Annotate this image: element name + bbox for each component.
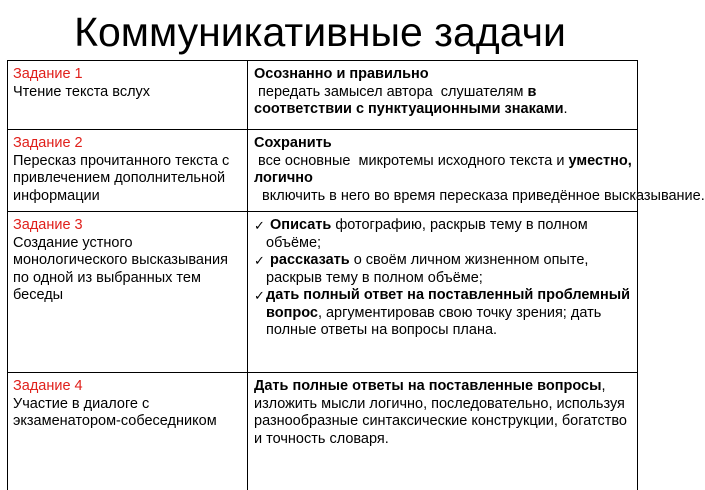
task-2-desc-seg: включить в него во время пересказа приведённое высказывание. [254, 188, 705, 204]
task-row-2 [8, 130, 638, 212]
task-1-desc-seg: . [564, 101, 568, 117]
task-3-label: Задание 3 [13, 217, 242, 235]
task-1-description [248, 61, 638, 130]
task-3-bullet-2 [254, 252, 632, 287]
task-3-bullet-1 [254, 217, 632, 252]
task-row-1 [8, 61, 638, 130]
task-4-desc-seg: , изложить мысли логично, последовательно, используя разнообразные синтаксические конструкции, богатство и точность словаря. [254, 378, 627, 447]
check-icon: ✓ [254, 217, 265, 235]
task-1-name: Чтение текста вслух [13, 84, 242, 102]
bullet-seg: дать полный ответ на поставленный проблемный вопрос [266, 287, 630, 321]
task-1-desc-seg: Осознанно и правильно [254, 66, 429, 82]
task-2-label: Задание 2 [13, 135, 242, 153]
task-2-desc-seg: уместно, логично [254, 153, 632, 187]
task-4-label: Задание 4 [13, 378, 242, 396]
slide-title: Коммуникативные задачи [0, 6, 640, 58]
task-4-info [8, 373, 248, 490]
task-2-desc-seg: Сохранить [254, 135, 332, 151]
task-1-label: Задание 1 [13, 66, 242, 84]
task-3-info [8, 212, 248, 373]
check-icon: ✓ [254, 287, 265, 305]
task-3-description [248, 212, 638, 373]
task-3-name: Создание устного монологического высказывания по одной из выбранных тем беседы [13, 235, 242, 305]
task-row-3 [8, 212, 638, 373]
task-1-desc-seg: передать замысел автора слушателям [254, 84, 528, 100]
task-2-desc-seg: все основные микротемы исходного текста и [254, 153, 569, 169]
bullet-seg: Описать [270, 217, 331, 233]
bullet-seg: фотографию, раскрыв тему в полном объёме; [266, 217, 588, 251]
task-row-4 [8, 373, 638, 490]
task-2-info [8, 130, 248, 212]
task-2-name: Пересказ прочитанного текста с привлечением дополнительной информации [13, 153, 242, 206]
task-3-bullet-list [254, 217, 632, 340]
bullet-seg: , аргументировав свою точку зрения; дать полные ответы на вопросы плана. [266, 305, 601, 339]
bullet-seg: рассказать [270, 252, 350, 268]
bullet-seg: о своём личном жизненном опыте, раскрыв тему в полном объёме; [266, 252, 588, 286]
tasks-table [7, 60, 638, 490]
task-2-description [248, 130, 638, 212]
task-1-desc-seg: в соответствии с пунктуационными знаками [254, 84, 564, 118]
task-3-bullet-3 [254, 287, 632, 340]
check-icon: ✓ [254, 252, 265, 270]
task-4-desc-seg: Дать полные ответы на поставленные вопросы [254, 378, 601, 394]
task-4-name: Участие в диалоге с экзаменатором-собеседником [13, 396, 242, 431]
task-4-description [248, 373, 638, 490]
task-1-info [8, 61, 248, 130]
